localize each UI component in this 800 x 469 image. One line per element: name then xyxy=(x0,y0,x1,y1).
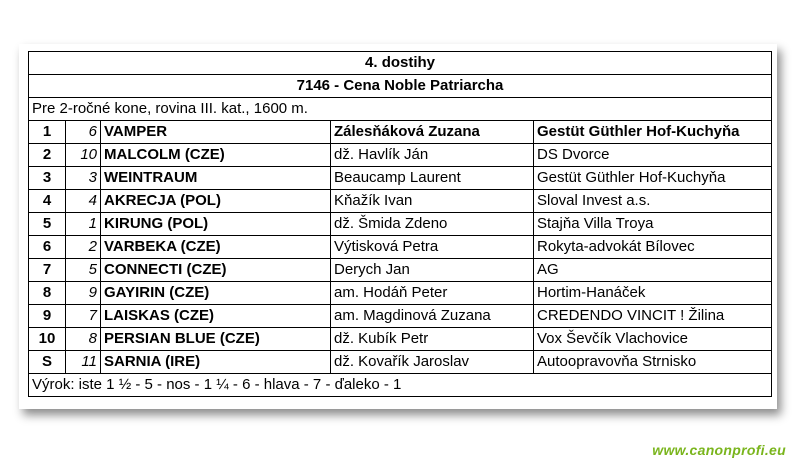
start-number-cell: 11 xyxy=(66,351,101,374)
result-row xyxy=(29,213,772,236)
jockey-cell: Výtisková Petra xyxy=(331,236,534,259)
race-name: 7146 - Cena Noble Patriarcha xyxy=(29,75,772,98)
result-row xyxy=(29,351,772,374)
place-cell: 6 xyxy=(29,236,66,259)
jockey-cell: Derych Jan xyxy=(331,259,534,282)
start-number-cell: 6 xyxy=(66,121,101,144)
place-cell: 1 xyxy=(29,121,66,144)
place-cell: 8 xyxy=(29,282,66,305)
jockey-cell: dž. Šmida Zdeno xyxy=(331,213,534,236)
result-row xyxy=(29,144,772,167)
jockey-cell: Kňažík Ivan xyxy=(331,190,534,213)
start-number-cell: 8 xyxy=(66,328,101,351)
owner-cell: Vox Ševčík Vlachovice xyxy=(534,328,772,351)
result-row xyxy=(29,236,772,259)
start-number-cell: 4 xyxy=(66,190,101,213)
race-name-row xyxy=(29,75,772,98)
owner-cell: AG xyxy=(534,259,772,282)
result-row xyxy=(29,121,772,144)
jockey-cell: dž. Havlík Ján xyxy=(331,144,534,167)
horse-name-cell: WEINTRAUM xyxy=(101,167,331,190)
horse-name-cell: AKRECJA (POL) xyxy=(101,190,331,213)
place-cell: 3 xyxy=(29,167,66,190)
horse-name-cell: MALCOLM (CZE) xyxy=(101,144,331,167)
jockey-cell: dž. Kovařík Jaroslav xyxy=(331,351,534,374)
race-conditions: Pre 2-ročné kone, rovina III. kat., 1600 m. xyxy=(29,98,772,121)
result-row xyxy=(29,190,772,213)
place-cell: 5 xyxy=(29,213,66,236)
place-cell: S xyxy=(29,351,66,374)
place-cell: 10 xyxy=(29,328,66,351)
place-cell: 4 xyxy=(29,190,66,213)
margins-row xyxy=(29,374,772,397)
owner-cell: Autoopravovňa Strnisko xyxy=(534,351,772,374)
margins-text: Výrok: iste 1 ½ - 5 - nos - 1 ¼ - 6 - hlava - 7 - ďaleko - 1 xyxy=(29,374,772,397)
start-number-cell: 3 xyxy=(66,167,101,190)
jockey-cell: am. Hodáň Peter xyxy=(331,282,534,305)
watermark: www.canonprofi.eu xyxy=(652,442,786,458)
race-number: 4. dostihy xyxy=(29,52,772,75)
race-number-row xyxy=(29,52,772,75)
start-number-cell: 10 xyxy=(66,144,101,167)
horse-name-cell: GAYIRIN (CZE) xyxy=(101,282,331,305)
result-row xyxy=(29,167,772,190)
owner-cell: Rokyta-advokát Bílovec xyxy=(534,236,772,259)
start-number-cell: 2 xyxy=(66,236,101,259)
result-row xyxy=(29,259,772,282)
place-cell: 9 xyxy=(29,305,66,328)
horse-name-cell: VAMPER xyxy=(101,121,331,144)
start-number-cell: 9 xyxy=(66,282,101,305)
owner-cell: Gestüt Güthler Hof-Kuchyňa xyxy=(534,121,772,144)
result-row xyxy=(29,305,772,328)
result-row xyxy=(29,328,772,351)
horse-name-cell: PERSIAN BLUE (CZE) xyxy=(101,328,331,351)
start-number-cell: 5 xyxy=(66,259,101,282)
horse-name-cell: VARBEKA (CZE) xyxy=(101,236,331,259)
owner-cell: DS Dvorce xyxy=(534,144,772,167)
owner-cell: Gestüt Güthler Hof-Kuchyňa xyxy=(534,167,772,190)
horse-name-cell: KIRUNG (POL) xyxy=(101,213,331,236)
jockey-cell: Beaucamp Laurent xyxy=(331,167,534,190)
place-cell: 2 xyxy=(29,144,66,167)
race-conditions-row xyxy=(29,98,772,121)
owner-cell: CREDENDO VINCIT ! Žilina xyxy=(534,305,772,328)
results-table xyxy=(28,51,772,397)
horse-name-cell: CONNECTI (CZE) xyxy=(101,259,331,282)
jockey-cell: dž. Kubík Petr xyxy=(331,328,534,351)
owner-cell: Stajňa Villa Troya xyxy=(534,213,772,236)
jockey-cell: Zálesňáková Zuzana xyxy=(331,121,534,144)
place-cell: 7 xyxy=(29,259,66,282)
owner-cell: Hortim-Hanáček xyxy=(534,282,772,305)
result-row xyxy=(29,282,772,305)
results-sheet xyxy=(19,44,777,409)
horse-name-cell: LAISKAS (CZE) xyxy=(101,305,331,328)
horse-name-cell: SARNIA (IRE) xyxy=(101,351,331,374)
owner-cell: Sloval Invest a.s. xyxy=(534,190,772,213)
start-number-cell: 1 xyxy=(66,213,101,236)
jockey-cell: am. Magdinová Zuzana xyxy=(331,305,534,328)
start-number-cell: 7 xyxy=(66,305,101,328)
